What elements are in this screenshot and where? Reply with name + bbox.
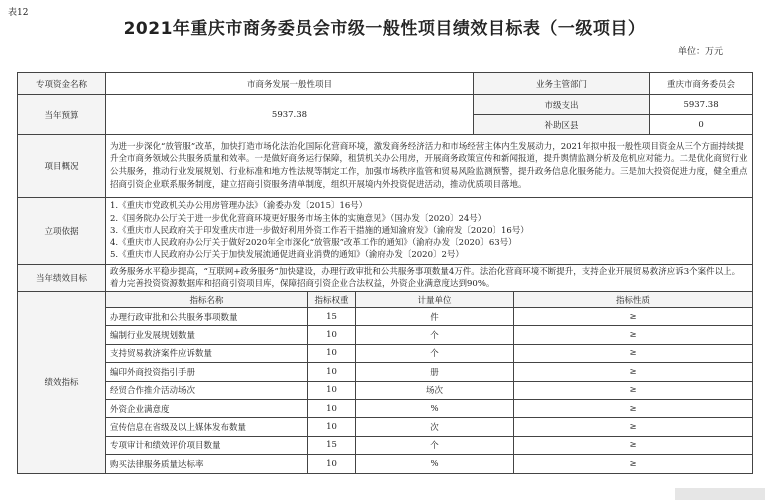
indicator-name: 编印外商投资指引手册 bbox=[106, 363, 308, 381]
indicator-row bbox=[18, 418, 753, 436]
indicator-name: 外资企业满意度 bbox=[106, 399, 308, 417]
indicator-name: 编制行业发展规划数量 bbox=[106, 326, 308, 344]
basis-item: 3.《重庆市人民政府关于印发重庆市进一步做好利用外资工作若干措施的通知渝府发》（渝府发〔2020〕16号） bbox=[110, 225, 529, 236]
basis-list bbox=[106, 198, 753, 265]
indicator-weight: 10 bbox=[308, 326, 356, 344]
indicator-nature: ≥ bbox=[514, 308, 753, 326]
city-spend-label: 市级支出 bbox=[474, 95, 650, 115]
basis-row bbox=[18, 198, 753, 265]
indicator-unit: % bbox=[356, 455, 514, 473]
indicator-nature: ≥ bbox=[514, 344, 753, 362]
indicator-nature: ≥ bbox=[514, 326, 753, 344]
annual-goal-label: 当年绩效目标 bbox=[18, 265, 106, 292]
overview-row bbox=[18, 135, 753, 198]
basis-item: 2.《国务院办公厅关于进一步优化营商环境更好服务市场主体的实施意见》（国办发〔2020〕24号） bbox=[110, 213, 487, 224]
indicator-weight: 10 bbox=[308, 363, 356, 381]
fund-row bbox=[18, 73, 753, 95]
indicator-nature: ≥ bbox=[514, 363, 753, 381]
budget-label: 当年预算 bbox=[18, 95, 106, 135]
indicator-row bbox=[18, 455, 753, 473]
budget-row bbox=[18, 95, 753, 115]
basis-item: 1.《重庆市党政机关办公用房管理办法》（渝委办发〔2015〕16号） bbox=[110, 201, 368, 212]
indicator-weight: 10 bbox=[308, 399, 356, 417]
indicator-unit: 个 bbox=[356, 436, 514, 454]
indicator-unit: 件 bbox=[356, 308, 514, 326]
basis-label: 立项依据 bbox=[18, 198, 106, 265]
indicator-name: 专项审计和绩效评价项目数量 bbox=[106, 436, 308, 454]
unit-label: 单位：万元 bbox=[677, 47, 723, 57]
indicator-nature: ≥ bbox=[514, 455, 753, 473]
page-title: 2021年重庆市商务委员会市级一般性项目绩效目标表（一级项目） bbox=[123, 19, 646, 39]
col-header-unit: 计量单位 bbox=[356, 292, 514, 308]
indicator-weight: 10 bbox=[308, 455, 356, 473]
performance-table bbox=[17, 72, 753, 474]
indicator-unit: 册 bbox=[356, 363, 514, 381]
indicator-row bbox=[18, 363, 753, 381]
indicator-name: 购买法律服务质量达标率 bbox=[106, 455, 308, 473]
col-header-nature: 指标性质 bbox=[514, 292, 753, 308]
dept-value: 重庆市商务委员会 bbox=[650, 73, 753, 95]
indicator-weight: 10 bbox=[308, 381, 356, 399]
indicators-label: 绩效指标 bbox=[18, 292, 106, 474]
indicator-row bbox=[18, 381, 753, 399]
indicator-name: 经贸合作推介活动场次 bbox=[106, 381, 308, 399]
fund-name: 市商务发展一般性项目 bbox=[106, 73, 474, 95]
indicator-row bbox=[18, 399, 753, 417]
annual-goal-text: 政务服务水平稳步提高，“互联网+政务服务”加快建设，办理行政审批和公共服务事项数量4万件。法治化营商环境不断提升，支持企业开展贸易救济应诉3个案件以上。着力完善投资资源数据库和招商引资项目库，保障招商引资企业合法权益，外资企业满意度达到90%。 bbox=[106, 265, 753, 292]
indicator-unit: 个 bbox=[356, 344, 514, 362]
indicator-nature: ≥ bbox=[514, 381, 753, 399]
indicator-unit: % bbox=[356, 399, 514, 417]
indicator-row bbox=[18, 436, 753, 454]
annual-goal-row bbox=[18, 265, 753, 292]
indicator-weight: 10 bbox=[308, 418, 356, 436]
indicator-unit: 次 bbox=[356, 418, 514, 436]
district-value: 0 bbox=[650, 115, 753, 135]
overview-label: 项目概况 bbox=[18, 135, 106, 198]
indicator-weight: 10 bbox=[308, 344, 356, 362]
indicator-weight: 15 bbox=[308, 308, 356, 326]
indicator-nature: ≥ bbox=[514, 436, 753, 454]
basis-item: 5.《重庆市人民政府办公厅关于加快发展流通促进商业消费的通知》（渝府办发〔2020〕2号） bbox=[110, 250, 464, 261]
fund-name-label: 专项资金名称 bbox=[18, 73, 106, 95]
city-spend-value: 5937.38 bbox=[650, 95, 753, 115]
col-header-weight: 指标权重 bbox=[308, 292, 356, 308]
indicator-row bbox=[18, 344, 753, 362]
indicator-name: 宣传信息在省级及以上媒体发布数量 bbox=[106, 418, 308, 436]
indicator-unit: 个 bbox=[356, 326, 514, 344]
indicator-unit: 场次 bbox=[356, 381, 514, 399]
indicator-nature: ≥ bbox=[514, 399, 753, 417]
district-label: 补助区县 bbox=[474, 115, 650, 135]
indicator-name: 办理行政审批和公共服务事项数量 bbox=[106, 308, 308, 326]
indicator-row bbox=[18, 308, 753, 326]
indicator-name: 支持贸易救济案件应诉数量 bbox=[106, 344, 308, 362]
dept-label: 业务主管部门 bbox=[474, 73, 650, 95]
col-header-name: 指标名称 bbox=[106, 292, 308, 308]
budget-amount: 5937.38 bbox=[106, 95, 474, 135]
overview-text: 为进一步深化“放管服”改革，加快打造市场化法治化国际化营商环境，激发商务经济活力和市场经营主体内生发展动力，2021年拟申报一般性项目资金从三个方面持续提升全市商务领域公共服务质量和效率。一是做好商务运行保障，租赁机关办公用房，开展商务政策宣传和新闻报道，提升舆情监测分析及危机应对能力。二是优化商贸行业公共服务，推动行业发展规划、行业标准和地方性法规等制定工作，加强市场秩序监管和贸易风险监测预警，提升政务信息化服务能力。三是加大投资促进力度，健全重点招商引资企业联系服务制度，建立招商引资服务清单制度，组织开展境内外投资促进活动，推动优质项目落地。 bbox=[106, 135, 753, 198]
indicator-weight: 15 bbox=[308, 436, 356, 454]
watermark bbox=[675, 488, 765, 500]
indicator-nature: ≥ bbox=[514, 418, 753, 436]
indicator-header-row bbox=[18, 292, 753, 308]
table-number: 表12 bbox=[8, 8, 29, 18]
indicator-row bbox=[18, 326, 753, 344]
basis-item: 4.《重庆市人民政府办公厅关于做好2020年全市深化“放管服”改革工作的通知》（渝府办发〔2020〕63号） bbox=[110, 238, 517, 249]
